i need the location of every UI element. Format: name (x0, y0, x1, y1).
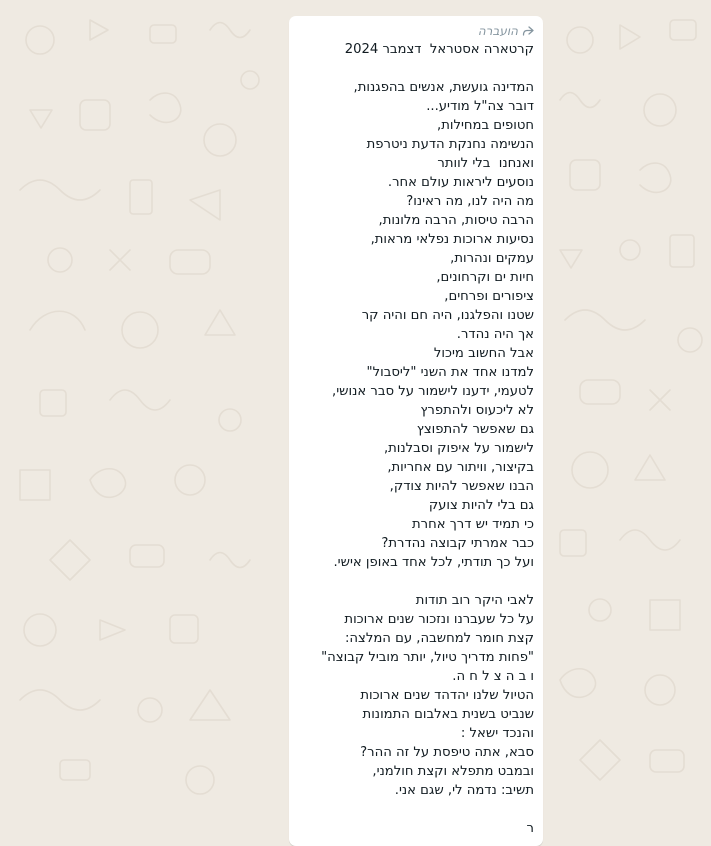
forward-arrow-icon (522, 25, 534, 37)
message-line: חיות ים וקרחונים, (436, 270, 534, 285)
message-line: אך היה נהדר. (456, 327, 534, 342)
message-line: נסיעות ארוכות נפלאי מראות, (370, 232, 534, 247)
message-line: הטיול שלנו יהדהד שנים ארוכות (360, 688, 534, 703)
message-line: גם שאפשר להתפוצץ (416, 422, 534, 437)
message-line: ובמבט מתפלא וקצת חולמני, (372, 764, 534, 779)
message-line: המדינה גועשת, אנשים בהפגנות, (353, 80, 534, 95)
message-line: לאבי היקר רוב תודות (415, 593, 534, 608)
message-line: כבר אמרתי קבוצה נהדרת? (381, 536, 534, 551)
message-line: לא ליכעוס ולהתפרץ (420, 403, 534, 418)
message-line: ציפורים ופרחים, (444, 289, 534, 304)
message-line: ואנחנו בלי לוותר (437, 156, 534, 171)
message-line: על כל שעברנו ונזכור שנים ארוכות (344, 612, 534, 627)
message-line: מה היה לנו, מה ראינו? (406, 194, 534, 209)
message-line: שטנו והפלגנו, היה חם והיה קר (361, 308, 534, 323)
message-line: גם בלי להיות צועק (428, 498, 534, 513)
message-line: סבא, אתה טיפסת על זה ההר? (360, 745, 534, 760)
forwarded-label: הועברה (477, 23, 518, 38)
message-line (297, 59, 534, 78)
message-line: חטופים במחילות, (437, 118, 534, 133)
message-line: ר (526, 821, 534, 836)
message-text (297, 40, 534, 838)
message-line: תשיב: נדמה לי, שגם אני. (394, 783, 534, 798)
message-line: ו ב ה צ ל ח ה. (452, 669, 534, 684)
message-line: הנשימה נחנקת הדעת ניטרפת (366, 137, 534, 152)
message-line: הרבה טיסות, הרבה מלונות, (378, 213, 534, 228)
message-line: עמקים ונהרות, (450, 251, 534, 266)
message-line: ועל כך תודתי, לכל אחד באופן אישי. (333, 555, 534, 570)
message-line: והנכד ישאל : (460, 726, 534, 741)
message-line: בקיצור, וויתור עם אחריות, (387, 460, 534, 475)
message-line: כי תמיד יש דרך אחרת (411, 517, 534, 532)
message-line: למדנו אחד את השני "ליסבול" (366, 365, 534, 380)
message-line: לטעמי, ידענו לישמור על סבר אנושי, (332, 384, 534, 399)
message-line: לישמור על איפוק וסבלנות, (383, 441, 534, 456)
forwarded-indicator (297, 22, 534, 39)
message-line: קרטארה אסטראל דצמבר 2024 (344, 42, 534, 57)
message-line: אבל החשוב מיכול (433, 346, 534, 361)
message-line: הבנו שאפשר להיות צודק, (389, 479, 534, 494)
message-line: נוסעים ליראות עולם אחר. (387, 175, 534, 190)
message-line: קצת חומר למחשבה, עם המלצה: (344, 631, 534, 646)
message-line: "פחות מדריך טיול, יותר מוביל קבוצה" (321, 650, 534, 665)
message-line (297, 572, 534, 591)
message-line: דובר צה"ל מודיע... (426, 99, 534, 114)
forwarded-message-bubble[interactable] (289, 16, 543, 846)
message-line: שנביט בשנית באלבום התמונות (362, 707, 534, 722)
message-line (297, 800, 534, 819)
